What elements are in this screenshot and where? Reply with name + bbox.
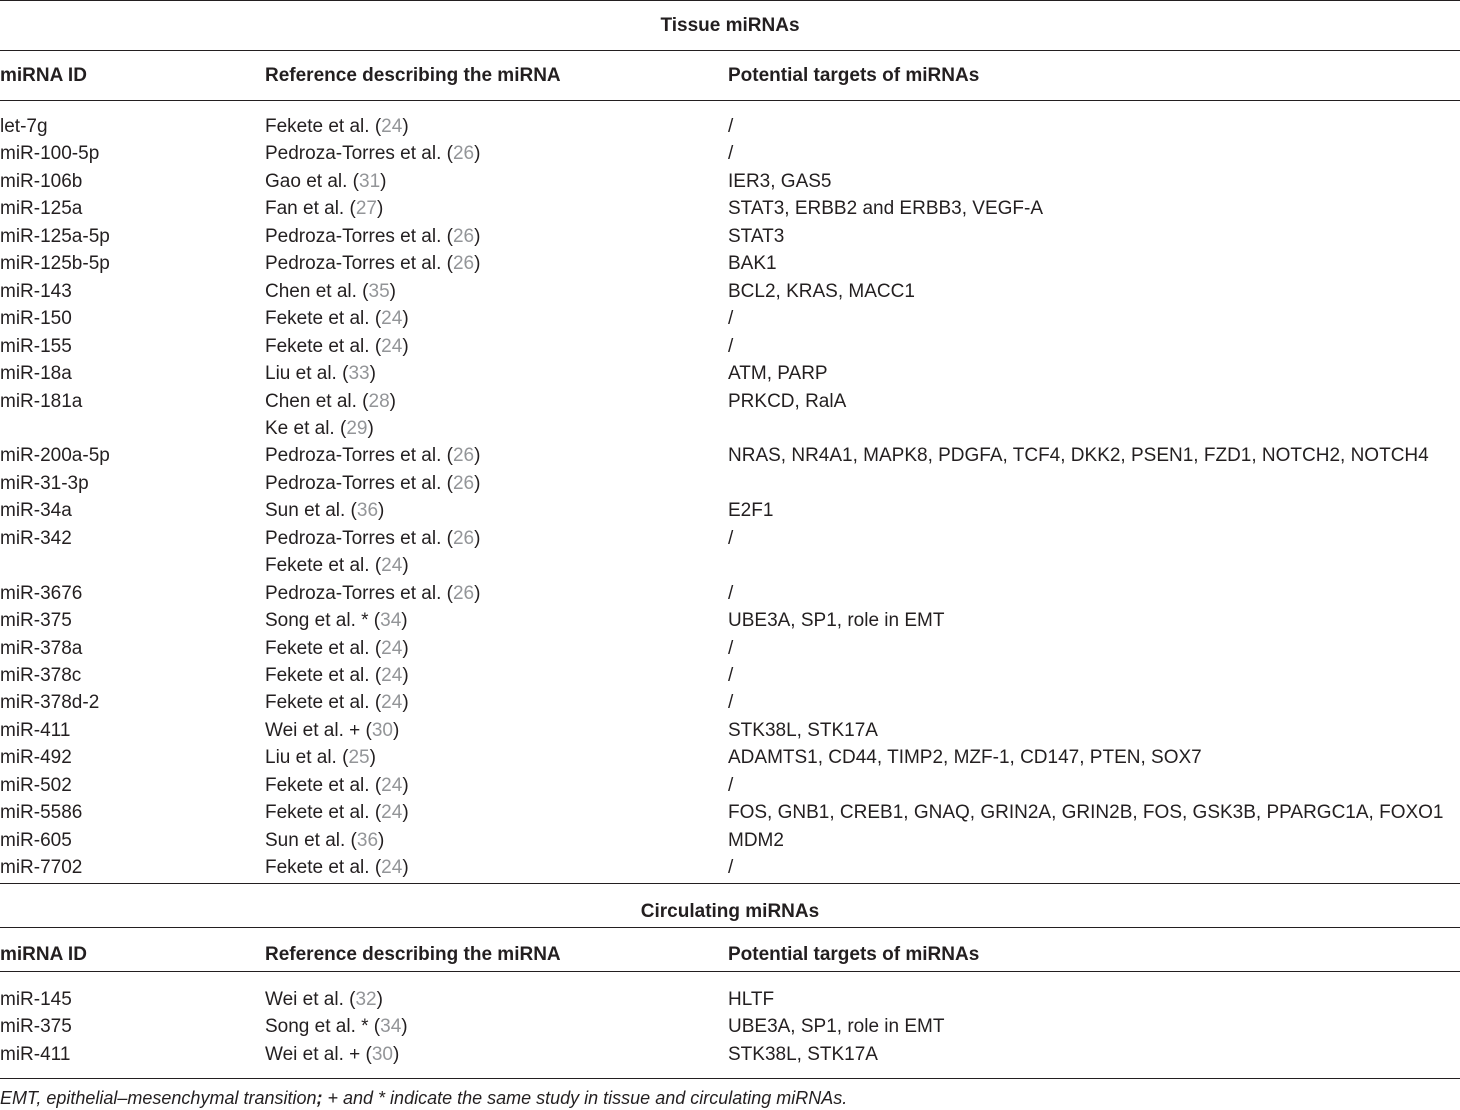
circulating-title-rule — [0, 927, 1460, 928]
reference-closing-text: ) — [474, 143, 481, 165]
table-row — [0, 1041, 1460, 1068]
reference-author-text: Liu et al. ( — [265, 747, 349, 769]
tissue-section-title: Tissue miRNAs — [660, 15, 800, 36]
citation-number: 30 — [371, 1043, 393, 1065]
mirna-id-cell: miR-145 — [0, 989, 72, 1010]
table-row — [0, 333, 1460, 360]
mirna-id-cell: miR-605 — [0, 829, 72, 851]
footnote-separator: ; — [316, 1088, 323, 1108]
circulating-header-targets: Potential targets of miRNAs — [728, 944, 980, 965]
targets-cell: BAK1 — [728, 253, 777, 275]
reference-author-text: Ke et al. ( — [265, 417, 347, 439]
reference-closing-text: ) — [369, 363, 376, 385]
reference-author-text: Fekete et al. ( — [265, 637, 382, 659]
table-row — [0, 168, 1460, 195]
mirna-id-cell: miR-100-5p — [0, 143, 100, 165]
citation-number: 34 — [380, 610, 402, 632]
reference-author-text: Liu et al. ( — [265, 363, 349, 385]
mirna-id-cell: miR-155 — [0, 335, 72, 357]
targets-cell: / — [728, 335, 734, 357]
table-row — [0, 470, 1460, 497]
reference-closing-text: ) — [402, 665, 409, 686]
reference-author-text: Song et al. * ( — [265, 1016, 381, 1038]
reference-author-text: Fekete et al. ( — [265, 802, 382, 824]
targets-cell: MDM2 — [728, 829, 784, 851]
targets-cell: E2F1 — [728, 500, 774, 522]
citation-number: 26 — [452, 527, 475, 549]
reference-cell — [265, 552, 409, 579]
table-row — [0, 772, 1460, 799]
reference-author-text: Fekete et al. ( — [265, 116, 382, 137]
table-row — [0, 223, 1460, 250]
table-row — [0, 442, 1460, 469]
targets-cell: / — [728, 665, 734, 686]
table-row — [0, 580, 1460, 607]
mirna-id-cell: miR-378a — [0, 637, 83, 659]
reference-closing-text: ) — [402, 692, 409, 714]
reference-cell — [265, 662, 409, 689]
reference-cell — [265, 305, 409, 332]
reference-cell — [265, 360, 376, 387]
circulating-header-mirna-id: miRNA ID — [0, 944, 87, 965]
reference-closing-text: ) — [367, 417, 374, 439]
citation-number: 34 — [380, 1016, 402, 1038]
mirna-id-cell: miR-502 — [0, 774, 72, 796]
reference-author-text: Fekete et al. ( — [265, 555, 382, 577]
circulating-section-title: Circulating miRNAs — [640, 901, 820, 922]
citation-number: 26 — [452, 472, 475, 494]
reference-cell — [265, 986, 383, 1013]
table-row — [0, 1013, 1460, 1040]
mirna-id-cell: miR-378d-2 — [0, 692, 100, 714]
table-bottom-rule — [0, 1078, 1460, 1079]
reference-cell — [265, 854, 409, 881]
targets-cell: UBE3A, SP1, role in EMT — [728, 1016, 945, 1038]
targets-cell: HLTF — [728, 989, 775, 1010]
reference-author-text: Pedroza-Torres et al. ( — [265, 527, 453, 549]
reference-author-text: Wei et al. ( — [265, 989, 356, 1010]
reference-author-text: Fekete et al. ( — [265, 774, 382, 796]
reference-cell — [265, 168, 386, 195]
reference-author-text: Pedroza-Torres et al. ( — [265, 143, 453, 165]
mirna-id-cell: miR-5586 — [0, 802, 83, 824]
citation-number: 32 — [355, 989, 377, 1010]
table-row — [0, 250, 1460, 277]
citation-number: 24 — [381, 637, 403, 659]
targets-cell: / — [728, 527, 734, 549]
table-row — [0, 854, 1460, 881]
citation-number: 24 — [381, 665, 403, 686]
reference-author-text: Chen et al. ( — [265, 280, 369, 302]
reference-closing-text: ) — [474, 225, 481, 247]
citation-number: 24 — [381, 308, 403, 330]
reference-closing-text: ) — [474, 582, 481, 604]
targets-cell: / — [728, 774, 734, 796]
table-row — [0, 635, 1460, 662]
targets-cell: STAT3, ERBB2 and ERBB3, VEGF-A — [728, 198, 1044, 220]
table-row — [0, 140, 1460, 167]
mirna-id-cell: let-7g — [0, 116, 48, 137]
reference-closing-text: ) — [401, 1016, 408, 1038]
reference-closing-text: ) — [392, 719, 400, 741]
mirna-id-cell: miR-31-3p — [0, 472, 89, 494]
citation-number: 26 — [452, 445, 475, 467]
targets-cell: / — [728, 637, 734, 659]
reference-author-text: Song et al. * ( — [265, 610, 381, 632]
reference-closing-text: ) — [402, 802, 409, 824]
citation-number: 24 — [381, 555, 403, 577]
reference-cell — [265, 333, 409, 360]
citation-number: 29 — [346, 417, 368, 439]
reference-author-text: Gao et al. ( — [265, 170, 359, 192]
circulating-header-rule — [0, 971, 1460, 972]
tissue-bottom-rule — [0, 883, 1460, 884]
reference-cell — [265, 717, 399, 744]
targets-cell: / — [728, 116, 734, 137]
reference-closing-text: ) — [402, 335, 409, 357]
reference-cell — [265, 635, 409, 662]
citation-number: 35 — [368, 280, 390, 302]
mirna-id-cell: miR-375 — [0, 610, 72, 632]
reference-closing-text: ) — [376, 198, 384, 220]
mirna-id-cell: miR-18a — [0, 363, 72, 385]
table-row — [0, 195, 1460, 222]
reference-author-text: Fekete et al. ( — [265, 692, 382, 714]
reference-cell — [265, 470, 480, 497]
reference-closing-text: ) — [402, 637, 409, 659]
citation-number: 24 — [381, 692, 403, 714]
mirna-id-cell: miR-375 — [0, 1016, 72, 1038]
targets-cell: NRAS, NR4A1, MAPK8, PDGFA, TCF4, DKK2, PSEN1, FZD1, NOTCH2, NOTCH4 — [728, 445, 1429, 467]
citation-number: 36 — [356, 829, 379, 851]
citation-number: 24 — [381, 857, 403, 879]
reference-cell — [265, 799, 409, 826]
mirna-id-cell: miR-125a — [0, 198, 83, 220]
tissue-header-mirna-id: miRNA ID — [0, 65, 87, 86]
table-row — [0, 388, 1460, 443]
table-row — [0, 799, 1460, 826]
reference-cell — [265, 1041, 399, 1068]
reference-author-text: Pedroza-Torres et al. ( — [265, 445, 453, 467]
mirna-id-cell: miR-34a — [0, 500, 72, 522]
reference-author-text: Fekete et al. ( — [265, 665, 382, 686]
targets-cell: ATM, PARP — [728, 363, 828, 385]
reference-cell — [265, 250, 480, 277]
targets-cell: FOS, GNB1, CREB1, GNAQ, GRIN2A, GRIN2B, FOS, GSK3B, PPARGC1A, FOXO1 — [728, 802, 1444, 824]
targets-cell: STK38L, STK17A — [728, 719, 878, 741]
reference-cell — [265, 772, 409, 799]
mirna-id-cell: miR-7702 — [0, 857, 83, 879]
reference-cell — [265, 442, 480, 469]
mirna-id-cell: miR-150 — [0, 308, 72, 330]
citation-number: 26 — [452, 143, 475, 165]
reference-author-text: Wei et al. + ( — [265, 719, 372, 741]
citation-number: 28 — [368, 390, 390, 412]
targets-cell: / — [728, 692, 734, 714]
citation-number: 26 — [452, 225, 475, 247]
citation-number: 26 — [452, 582, 475, 604]
tissue-header-targets: Potential targets of miRNAs — [728, 65, 980, 86]
citation-number: 24 — [381, 335, 403, 357]
reference-author-text: Pedroza-Torres et al. ( — [265, 225, 453, 247]
reference-cell — [265, 113, 409, 140]
mirna-id-cell: miR-411 — [0, 719, 71, 741]
reference-closing-text: ) — [378, 500, 385, 522]
reference-author-text: Fan et al. ( — [265, 198, 356, 220]
targets-cell: UBE3A, SP1, role in EMT — [728, 610, 945, 632]
reference-cell — [265, 278, 396, 305]
reference-cell — [265, 580, 480, 607]
reference-closing-text: ) — [402, 857, 409, 879]
mirna-id-cell: miR-181a — [0, 390, 83, 412]
targets-cell: / — [728, 857, 734, 879]
table-footnote — [0, 1086, 1460, 1110]
reference-author-text: Sun et al. ( — [265, 500, 357, 522]
table-row — [0, 607, 1460, 634]
mirna-id-cell: miR-492 — [0, 747, 72, 769]
reference-author-text: Pedroza-Torres et al. ( — [265, 253, 453, 275]
reference-closing-text: ) — [389, 280, 396, 302]
citation-number: 24 — [381, 116, 403, 137]
table-row — [0, 717, 1460, 744]
mirna-id-cell: miR-342 — [0, 527, 72, 549]
mirna-id-cell: miR-106b — [0, 170, 83, 192]
reference-closing-text: ) — [402, 116, 409, 137]
mirna-id-cell: miR-200a-5p — [0, 445, 110, 467]
targets-cell: STK38L, STK17A — [728, 1043, 878, 1065]
table-row — [0, 278, 1460, 305]
reference-cell — [265, 827, 384, 854]
reference-closing-text: ) — [474, 527, 481, 549]
reference-cell — [265, 195, 383, 222]
table-row — [0, 689, 1460, 716]
mirna-id-cell: miR-125b-5p — [0, 253, 110, 275]
citation-number: 30 — [371, 719, 393, 741]
reference-cell — [265, 525, 480, 552]
targets-cell: / — [728, 308, 734, 330]
citation-number: 25 — [348, 747, 370, 769]
reference-cell — [265, 744, 376, 771]
reference-cell — [265, 1013, 408, 1040]
reference-author-text: Fekete et al. ( — [265, 857, 382, 879]
targets-cell: ADAMTS1, CD44, TIMP2, MZF-1, CD147, PTEN, SOX7 — [728, 747, 1202, 769]
table-row — [0, 525, 1460, 580]
table-row — [0, 662, 1460, 689]
reference-closing-text: ) — [389, 390, 396, 412]
reference-cell — [265, 497, 384, 524]
citation-number: 31 — [359, 170, 381, 192]
reference-author-text: Pedroza-Torres et al. ( — [265, 582, 453, 604]
targets-cell: IER3, GAS5 — [728, 170, 832, 192]
reference-cell — [265, 415, 374, 442]
citation-number: 24 — [381, 802, 403, 824]
reference-author-text: Chen et al. ( — [265, 390, 369, 412]
reference-author-text: Fekete et al. ( — [265, 335, 382, 357]
targets-cell: / — [728, 582, 734, 604]
reference-author-text: Sun et al. ( — [265, 829, 357, 851]
tissue-header-reference: Reference describing the miRNA — [265, 65, 561, 86]
reference-closing-text: ) — [402, 308, 409, 330]
table-row — [0, 360, 1460, 387]
reference-closing-text: ) — [392, 1043, 400, 1065]
table-row — [0, 744, 1460, 771]
citation-number: 36 — [356, 500, 379, 522]
table-row — [0, 827, 1460, 854]
citation-number: 27 — [355, 198, 377, 220]
mirna-id-cell: miR-3676 — [0, 582, 83, 604]
circulating-header-reference: Reference describing the miRNA — [265, 944, 561, 965]
citation-number: 26 — [452, 253, 475, 275]
table-row — [0, 497, 1460, 524]
targets-cell: STAT3 — [728, 225, 785, 247]
reference-cell — [265, 689, 409, 716]
reference-closing-text: ) — [402, 774, 409, 796]
reference-closing-text: ) — [402, 555, 409, 577]
reference-closing-text: ) — [474, 445, 481, 467]
reference-cell — [265, 140, 480, 167]
targets-cell: BCL2, KRAS, MACC1 — [728, 280, 915, 302]
reference-author-text: Pedroza-Torres et al. ( — [265, 472, 453, 494]
reference-closing-text: ) — [369, 747, 376, 769]
reference-cell — [265, 607, 408, 634]
footnote-text: EMT, epithelial–mesenchymal transition — [0, 1088, 317, 1108]
reference-author-text: Wei et al. + ( — [265, 1043, 372, 1065]
reference-closing-text: ) — [474, 253, 481, 275]
mirna-id-cell: miR-125a-5p — [0, 225, 110, 247]
tissue-header-rule — [0, 100, 1460, 101]
footnote-symbols-text: + and * indicate the same study in tissue and circulating miRNAs. — [322, 1088, 848, 1108]
reference-author-text: Fekete et al. ( — [265, 308, 382, 330]
reference-cell — [265, 388, 396, 415]
tissue-title-rule — [0, 50, 1460, 51]
reference-closing-text: ) — [401, 610, 408, 632]
citation-number: 24 — [381, 774, 403, 796]
targets-cell: PRKCD, RalA — [728, 390, 847, 412]
reference-cell — [265, 223, 480, 250]
reference-closing-text: ) — [474, 472, 481, 494]
mirna-id-cell: miR-411 — [0, 1043, 71, 1065]
mirna-id-cell: miR-143 — [0, 280, 72, 302]
table-row — [0, 113, 1460, 140]
targets-cell: / — [728, 143, 734, 165]
mirna-id-cell: miR-378c — [0, 665, 82, 686]
table-top-rule — [0, 0, 1460, 1]
reference-closing-text: ) — [378, 829, 385, 851]
reference-closing-text: ) — [376, 989, 383, 1010]
citation-number: 33 — [348, 363, 370, 385]
table-row — [0, 305, 1460, 332]
table-row — [0, 986, 1460, 1013]
reference-closing-text: ) — [380, 170, 387, 192]
